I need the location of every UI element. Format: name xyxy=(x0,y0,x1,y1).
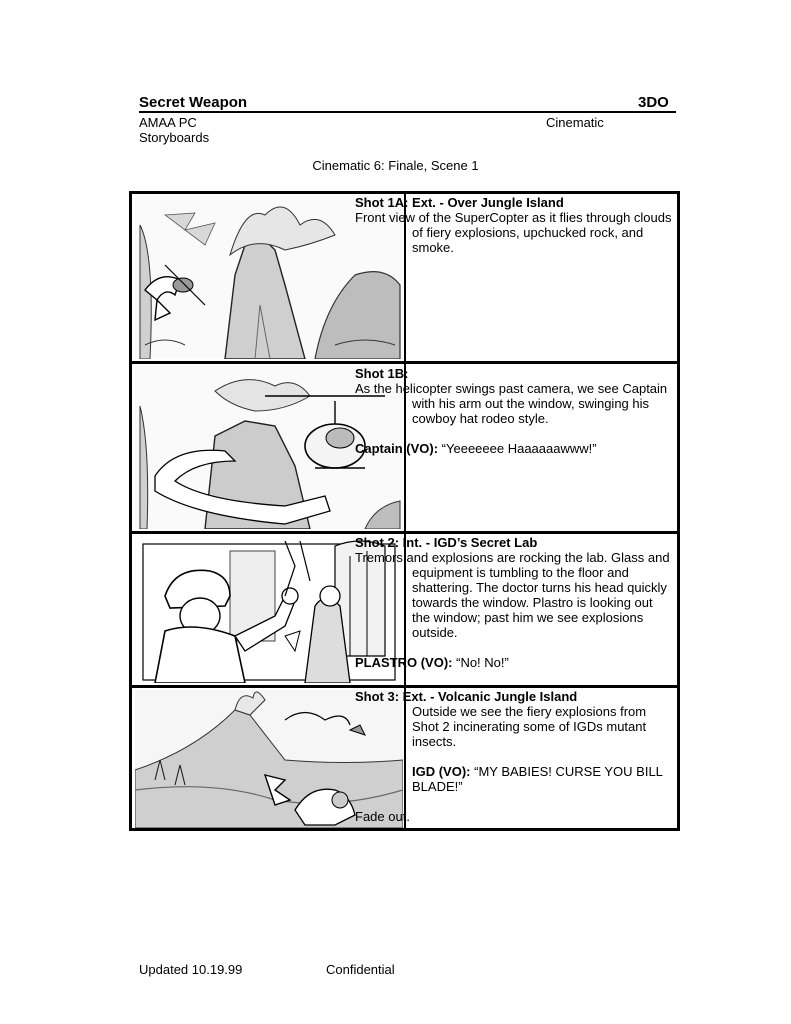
row-divider-2 xyxy=(131,531,678,534)
spacer xyxy=(355,794,680,809)
row-divider-3 xyxy=(131,685,678,688)
shot-1b-line-1: As the helicopter swings past camera, we see Captain xyxy=(355,381,668,396)
shot-3-line-1: Outside we see the fiery explosions from xyxy=(412,704,647,719)
vo-speaker: PLASTRO (VO): xyxy=(355,655,453,670)
platform-label: 3DO xyxy=(638,94,669,111)
vo-speaker: Captain (VO): xyxy=(355,441,439,456)
shot-1b-heading: Shot 1B: xyxy=(355,366,409,381)
shot-2-line-1: Tremors and explosions are rocking the lab. Glass and xyxy=(355,550,670,565)
shot-1a-line-1: Front view of the SuperCopter as it flies through clouds xyxy=(355,210,672,225)
shot-3-voice-over xyxy=(355,764,680,779)
shot-3-description xyxy=(355,689,680,824)
shot-1b-voice-over xyxy=(355,441,680,456)
scene-heading: Cinematic 6: Finale, Scene 1 xyxy=(312,158,479,173)
shot-1a-line-2: of fiery explosions, upchucked rock, and xyxy=(412,225,644,240)
shot-3-line-2: Shot 2 incinerating some of IGDs mutant xyxy=(412,719,647,734)
shot-1b-line-2: with his arm out the window, swinging his xyxy=(412,396,650,411)
shot-2-line-6: outside. xyxy=(412,625,458,640)
shot-1a-line-3: smoke. xyxy=(412,240,454,255)
document-title: Secret Weapon xyxy=(139,94,248,111)
shot-2-line-4: towards the window. Plastro is looking out xyxy=(412,595,653,610)
shot-1b-description xyxy=(355,366,680,456)
shot-2-voice-over xyxy=(355,655,680,670)
vo-line: “Yeeeeeee Haaaaaawww!” xyxy=(438,441,597,456)
row-divider-1 xyxy=(131,361,678,364)
header-line2-left: Storyboards xyxy=(139,130,210,145)
spacer xyxy=(355,640,680,655)
header-line1-right: Cinematic xyxy=(546,115,604,130)
shot-3-heading: Shot 3: Ext. - Volcanic Jungle Island xyxy=(355,689,578,704)
shot-3-line-3: insects. xyxy=(412,734,457,749)
shot-1a-description xyxy=(355,195,680,255)
shot-2-heading: Shot 2: Int. - IGD’s Secret Lab xyxy=(355,535,538,550)
footer-confidential: Confidential xyxy=(326,962,395,977)
shot-2-description xyxy=(355,535,680,670)
shot-3-voice-over-cont: BLADE!” xyxy=(412,779,463,794)
footer-updated: Updated 10.19.99 xyxy=(139,962,243,977)
vo-line: “MY BABIES! CURSE YOU BILL xyxy=(470,764,663,779)
vo-line: “No! No!” xyxy=(452,655,509,670)
shot-2-line-2: equipment is tumbling to the floor and xyxy=(412,565,629,580)
shot-2-line-5: the window; past him we see explosions xyxy=(412,610,644,625)
shot-1b-line-3: cowboy hat rodeo style. xyxy=(412,411,549,426)
header-line1-left: AMAA PC xyxy=(139,115,197,130)
spacer xyxy=(355,426,680,441)
shot-1a-heading: Shot 1A: Ext. - Over Jungle Island xyxy=(355,195,564,210)
vo-speaker: IGD (VO): xyxy=(412,764,471,779)
shot-2-line-3: shattering. The doctor turns his head quickly xyxy=(412,580,667,595)
spacer xyxy=(355,749,680,764)
title-rule xyxy=(139,111,676,113)
shot-3-closing: Fade out. xyxy=(355,809,410,824)
